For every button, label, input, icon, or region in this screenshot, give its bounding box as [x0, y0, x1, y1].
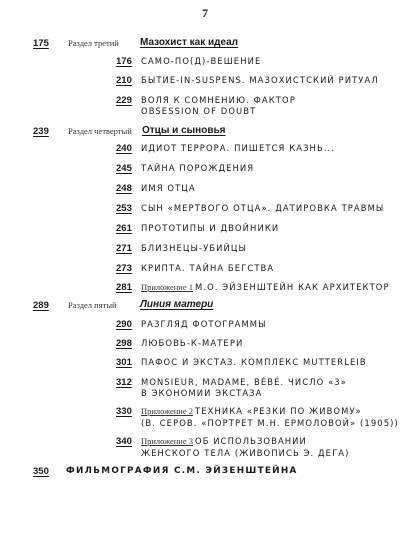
chapter-title[interactable]: ПАФОС И ЭКСТАЗ. КОМПЛЕКС MUTTERLEIB [141, 357, 367, 367]
appendix-label: Приложение 2 [141, 406, 193, 416]
chapter-title[interactable]: РАЗГЛЯД ФОТОГРАММЫ [141, 319, 267, 329]
appendix-label: Приложение 3 [141, 436, 193, 446]
chapter-title[interactable]: СЫН «МЕРТВОГО ОТЦА». ДАТИРОВКА ТРАВМЫ [141, 203, 385, 213]
chapter-title[interactable]: ПРОТОТИПЫ И ДВОЙНИКИ [141, 223, 280, 233]
chapter-title[interactable]: ТАЙНА ПОРОЖДЕНИЯ [141, 163, 255, 173]
chapter-title[interactable]: БЫТИЕ-IN-SUSPENS. МАЗОХИСТСКИЙ РИТУАЛ [141, 75, 379, 85]
chapter-title-line2: ЖЕНСКОГО ТЕЛА (ЖИВОПИСЬ Э. ДЕГА) [141, 448, 350, 458]
chapter-page[interactable]: 229 [116, 95, 132, 106]
chapter-page[interactable]: 245 [116, 163, 132, 174]
filmography-page[interactable]: 350 [33, 466, 49, 477]
chapter-title-line2: OBSESSION OF DOUBT [141, 106, 257, 116]
part-page[interactable]: 239 [33, 126, 49, 137]
chapter-title[interactable]: КРИПТА. ТАЙНА БЕГСТВА [141, 263, 275, 273]
chapter-title-line2: (В. СЕРОВ. «ПОРТРЕТ М.Н. ЕРМОЛОВОЙ» (1905)) [141, 418, 399, 428]
part-label: Раздел пятый [68, 300, 117, 310]
chapter-title[interactable] [141, 406, 362, 417]
part-title[interactable]: Мазохист как идеал [140, 37, 238, 48]
page-number: 7 [202, 6, 208, 20]
chapter-title[interactable] [141, 436, 307, 447]
chapter-page[interactable]: 176 [116, 56, 132, 67]
chapter-title-text: ТЕХНИКА «РЕЗКИ ПО ЖИВОМУ» [195, 406, 362, 416]
chapter-page[interactable]: 290 [116, 319, 132, 330]
chapter-page[interactable]: 261 [116, 223, 132, 234]
filmography-title[interactable]: ФИЛЬМОГРАФИЯ С.М. ЭЙЗЕНШТЕЙНА [66, 466, 298, 476]
chapter-title[interactable]: ЛЮБОВЬ-К-МАТЕРИ [141, 338, 244, 348]
chapter-title[interactable] [141, 282, 390, 293]
chapter-title[interactable]: MONSIEUR, MADAME, BÉBÉ. ЧИСЛО «3» [141, 377, 347, 387]
chapter-title-text: ОБ ИСПОЛЬЗОВАНИИ [195, 436, 307, 446]
chapter-title[interactable]: БЛИЗНЕЦЫ-УБИЙЦЫ [141, 243, 247, 253]
part-title[interactable]: Линия матери [140, 299, 214, 310]
appendix-label: Приложение 1 [141, 282, 193, 292]
chapter-page[interactable]: 248 [116, 183, 132, 194]
chapter-page[interactable]: 240 [116, 143, 132, 154]
part-label: Раздел третий [68, 38, 119, 48]
chapter-title-line2: В ЭКОНОМИИ ЭКСТАЗА [141, 388, 263, 398]
part-label: Раздел четвертый [68, 126, 132, 136]
chapter-page[interactable]: 210 [116, 75, 132, 86]
chapter-title[interactable]: ВОЛЯ К СОМНЕНИЮ. ФАКТОР [141, 95, 296, 105]
chapter-page[interactable]: 340 [116, 436, 132, 447]
chapter-title[interactable]: ИДИОТ ТЕРРОРА. ПИШЕТСЯ КАЗНЬ... [141, 143, 336, 153]
part-title[interactable]: Отцы и сыновья [142, 125, 226, 136]
chapter-page[interactable]: 298 [116, 338, 132, 349]
chapter-page[interactable]: 281 [116, 282, 132, 293]
chapter-page[interactable]: 312 [116, 377, 132, 388]
part-page[interactable]: 175 [33, 38, 49, 49]
chapter-title[interactable]: ИМЯ ОТЦА [141, 183, 196, 193]
chapter-page[interactable]: 271 [116, 243, 132, 254]
chapter-page[interactable]: 273 [116, 263, 132, 274]
chapter-page[interactable]: 301 [116, 357, 132, 368]
chapter-title-text: М.О. ЭЙЗЕНШТЕЙН КАК АРХИТЕКТОР [195, 282, 390, 292]
chapter-page[interactable]: 330 [116, 406, 132, 417]
part-page[interactable]: 289 [33, 300, 49, 311]
chapter-title[interactable]: САМО-ПО(Д)-ВЕШЕНИЕ [141, 56, 262, 66]
chapter-page[interactable]: 253 [116, 203, 132, 214]
